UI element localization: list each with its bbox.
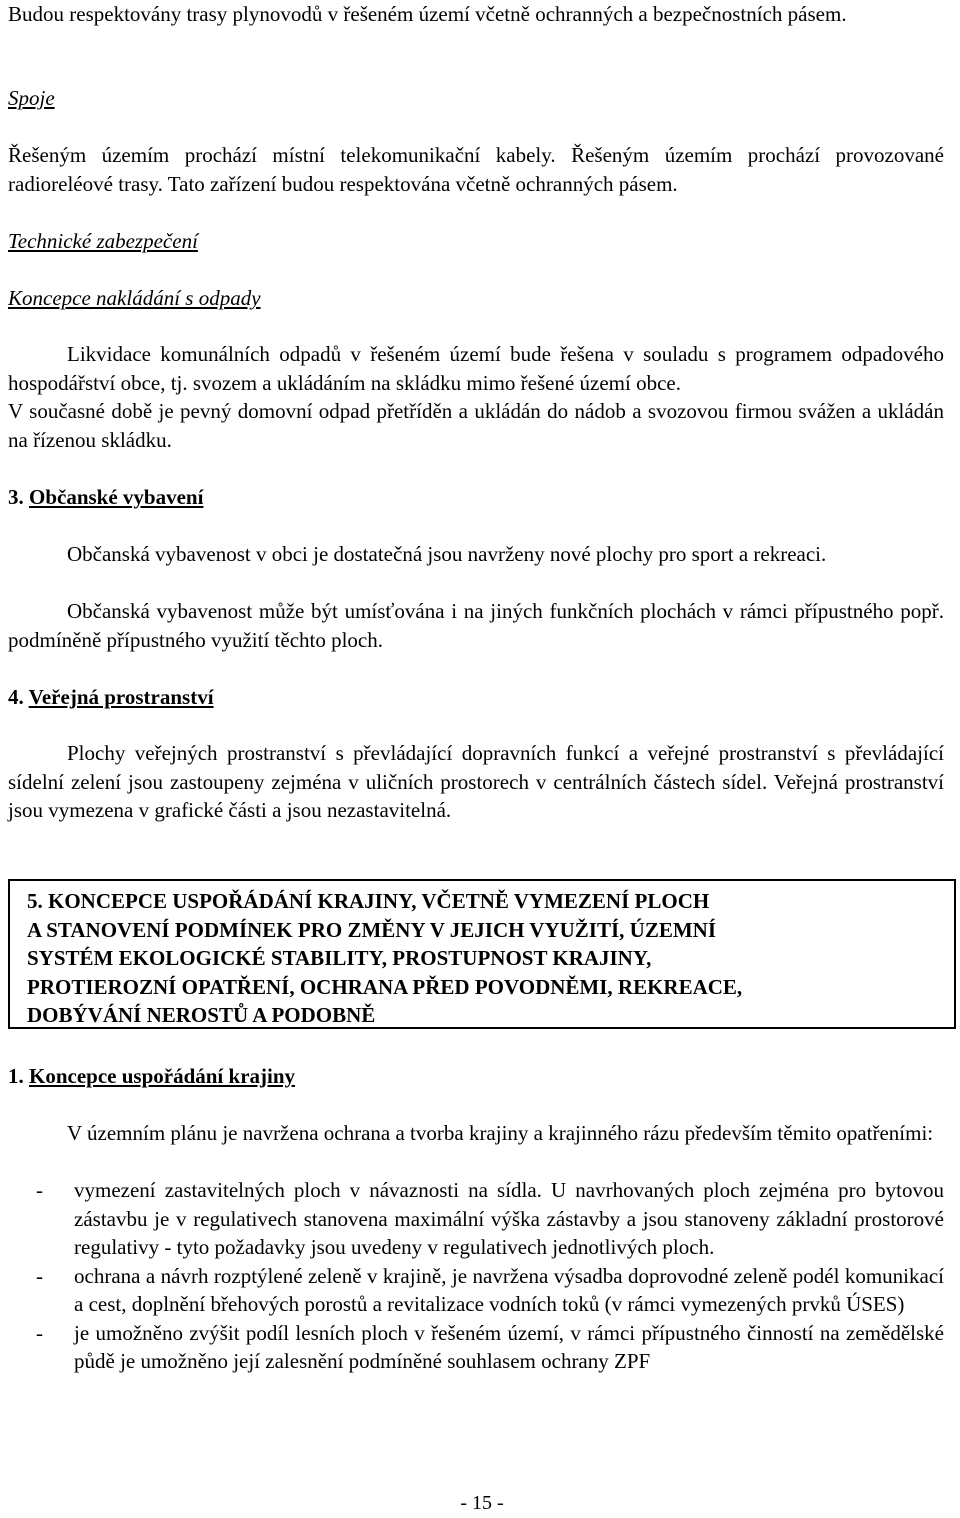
list-item: - je umožněno zvýšit podíl lesních ploch v řešeném území, v rámci přípustného činností na zemědělské půdě je umožněno její zalesnění podmíněné souhlasem ochrany ZPF (36, 1320, 944, 1373)
odpady-paragraph-1: Likvidace komunálních odpadů v řešeném území bude řešena v souladu s programem odpadového hospodářství obce, tj. svozem a ukládáním na skládku mimo řešené území obce. (8, 342, 944, 395)
chapter-5-title-line: A STANOVENÍ PODMÍNEK PRO ZMĚNY V JEJICH VYUŽITÍ, ÚZEMNÍ (27, 917, 717, 942)
obcanske-paragraph-2: Občanská vybavenost může být umísťována i na jiných funkčních plochách v rámci přípustného popř. podmíněně přípustného využití těchto ploch. (8, 599, 944, 652)
page-number: - 15 - (460, 1492, 504, 1514)
krajina-list (8, 1176, 944, 1376)
odpady-paragraph-2: V současné době je pevný domovní odpad přetříděn a ukládán do nádob a svozovou firmou svážen a ukládán na řízenou skládku. (8, 399, 944, 452)
obcanske-heading: 3. Občanské vybavení (8, 485, 204, 509)
odpady-subheading: Koncepce nakládání s odpady (8, 286, 261, 310)
chapter-5-title-box (8, 879, 956, 1029)
technicke-heading: Technické zabezpečení (8, 229, 198, 253)
chapter-5-title-line: SYSTÉM EKOLOGICKÉ STABILITY, PROSTUPNOST KRAJINY, (27, 946, 652, 970)
list-item: - vymezení zastavitelných ploch v návaznosti na sídla. U navrhovaných ploch zejména pro bytovou zástavbu je v regulativech stanovena maximální výška zástavby a jsou stanoveny základní prostorové regulativy - tyto požadavky jsou uvedeny v regulativech jednotlivých ploch. (36, 1178, 944, 1259)
spoje-paragraph: Řešeným územím prochází místní telekomunikační kabely. Řešeným územím prochází provozované radioreléové trasy. Tato zařízení budou respektována včetně ochranných pásem. (8, 143, 944, 196)
verejna-paragraph: Plochy veřejných prostranství s převládající dopravních funkcí a veřejné prostranství s převládající sídelní zelení jsou zastoupeny zejména v uličních prostorech v centrálních částech sídel. Veřejná prostranství jsou vymezena v grafické části a jsou nezastavitelná. (8, 741, 944, 822)
spoje-heading: Spoje (8, 86, 55, 110)
chapter-5-title-line: DOBÝVÁNÍ NEROSTŮ A PODOBNĚ (27, 1003, 376, 1027)
chapter-5-title-line: PROTIEROZNÍ OPATŘENÍ, OCHRANA PŘED POVODNĚMI, REKREACE, (27, 974, 743, 999)
verejna-heading: 4. Veřejná prostranství (8, 685, 214, 709)
intro-paragraph: Budou respektovány trasy plynovodů v řešeném území včetně ochranných a bezpečnostních pásem. (8, 2, 847, 26)
krajina-heading: 1. Koncepce uspořádání krajiny (8, 1064, 296, 1088)
krajina-intro: V územním plánu je navržena ochrana a tvorba krajiny a krajinného rázu především těmito opatřeními: (67, 1121, 934, 1145)
list-item: - ochrana a návrh rozptýlené zeleně v krajině, je navržena výsadba doprovodné zeleně podél komunikací a cest, doplnění břehových porostů a revitalizace vodních toků (v rámci vymezených prvků ÚSES) (36, 1263, 944, 1316)
obcanske-paragraph-1: Občanská vybavenost v obci je dostatečná jsou navrženy nové plochy pro sport a rekreaci. (67, 542, 827, 566)
chapter-5-title-line: 5. KONCEPCE USPOŘÁDÁNÍ KRAJINY, VČETNĚ VYMEZENÍ PLOCH (27, 889, 710, 913)
